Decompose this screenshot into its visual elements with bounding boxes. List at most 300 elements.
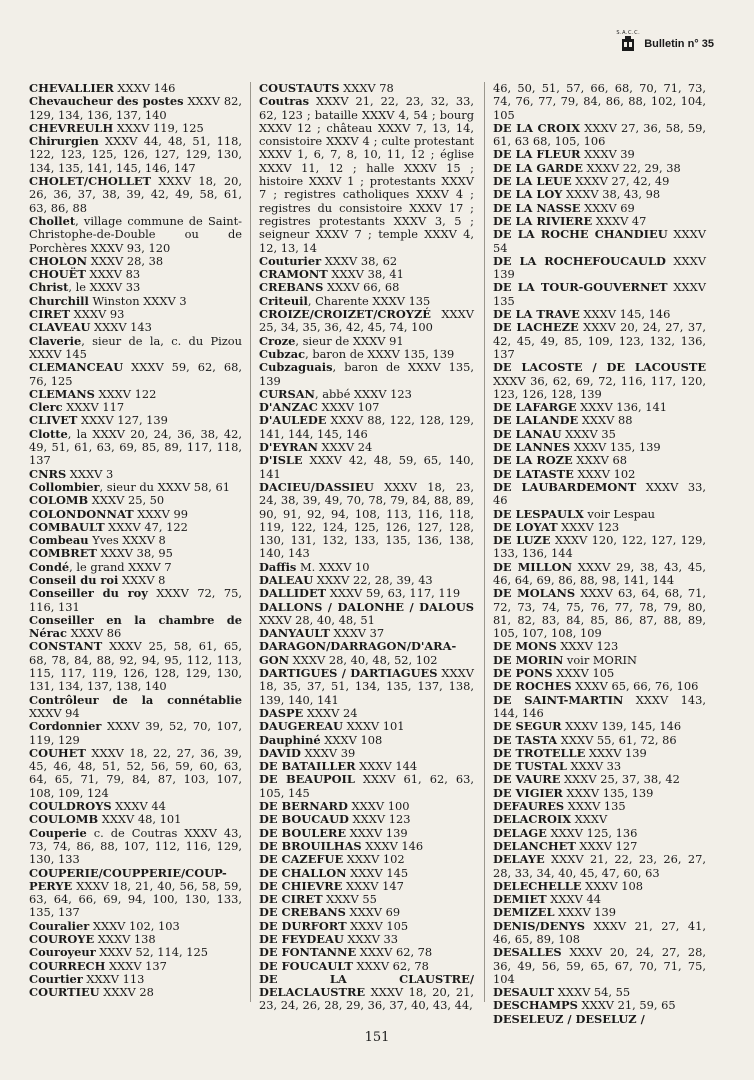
index-entry — [493, 215, 706, 228]
logo-text: S.A.C.C. — [616, 30, 641, 36]
entry-references: XXXV 24 — [303, 705, 358, 720]
index-entry — [493, 694, 706, 721]
entry-heading: DE LA CROIX — [493, 120, 581, 135]
entry-heading: CLAVEAU — [29, 320, 91, 335]
entry-references: XXXV 44, 48, 51, 118, 122, 123, 125, 126, 127, 129, 130, 134, 135, 141, 145, 146, 147 — [29, 134, 242, 175]
index-entry — [29, 308, 242, 321]
index-entry — [493, 734, 706, 747]
entry-heading: DE CREBANS — [259, 905, 346, 920]
entry-heading: DE FOUCAULT — [259, 958, 353, 973]
index-entry — [29, 986, 242, 999]
index-entry — [259, 734, 474, 747]
entry-heading: Coutras — [259, 94, 310, 109]
entry-references: XXXV 35 — [561, 426, 616, 441]
index-entry — [29, 335, 242, 362]
entry-references: XXXV 65, 66, 76, 106 — [571, 679, 699, 694]
index-entry — [29, 82, 242, 95]
entry-heading: DE LA LEUE — [493, 174, 572, 189]
entry-references: XXXV 47 — [592, 213, 647, 228]
index-entry — [259, 574, 474, 587]
entry-references: XXXV 28, 40, 48, 52, 102 — [289, 652, 438, 667]
entry-references: XXXV 62, 78 — [352, 958, 429, 973]
index-entry — [259, 361, 474, 388]
entry-heading: DE LA NASSE — [493, 200, 581, 215]
index-entry — [29, 95, 242, 122]
entry-references: XXXV 18, 20, 21, 23, 24, 26, 28, 29, 36, 37, 40, 43, 44, — [259, 985, 474, 1013]
index-entry — [259, 760, 474, 773]
entry-references: XXXV 123 — [556, 639, 619, 654]
index-entry — [259, 747, 474, 760]
index-entry — [493, 428, 706, 441]
entry-heading: DE LUZE — [493, 533, 551, 548]
entry-heading: COMBRET — [29, 546, 97, 561]
entry-heading: DE LA TOUR-GOUVERNET — [493, 280, 668, 295]
index-entry — [29, 800, 242, 813]
entry-heading: COUROYE — [29, 932, 95, 946]
index-entry — [29, 175, 242, 215]
index-entry — [259, 255, 474, 268]
entry-heading: DE LALANDE — [493, 413, 579, 428]
entry-references: XXXV 20, 24, 27, 28, 36, 49, 56, 59, 65, 67, 70, 71, 75, 104 — [493, 945, 706, 986]
entry-heading: DELECHELLE — [493, 878, 582, 893]
index-entry — [493, 800, 706, 813]
index-entry — [259, 813, 474, 826]
entry-references: XXXV 127, 139 — [77, 413, 168, 428]
entry-references: c. de Coutras XXXV 43, 73, 74, 86, 88, 107, 112, 116, 129, 130, 133 — [29, 825, 242, 867]
index-entry — [29, 122, 242, 135]
entry-references: XXXV 54, 55 — [554, 985, 631, 1000]
entry-heading: DE FEYDEAU — [259, 932, 344, 946]
index-entry — [493, 747, 706, 760]
entry-references: XXXV 44 — [546, 892, 601, 907]
index-entry — [29, 574, 242, 587]
index-entry — [259, 906, 474, 919]
entry-references: XXXV 33 — [343, 932, 399, 946]
index-column-1 — [29, 82, 242, 999]
index-entry — [259, 867, 474, 880]
entry-references: XXXV 21, 22, 23, 26, 27, 28, 33, 34, 40, 45, 47, 60, 63 — [493, 852, 706, 880]
index-entry — [259, 335, 474, 348]
entry-references: XXXV 62, 78 — [356, 945, 433, 960]
index-entry — [493, 946, 706, 986]
entry-heading: COUPERIE/COUPPERIE/COUP-PERYE — [29, 865, 227, 893]
entry-heading: Claverie — [29, 333, 82, 348]
index-entry — [29, 255, 242, 268]
index-entry — [259, 401, 474, 414]
index-entry — [29, 614, 242, 641]
entry-heading: DE TASTA — [493, 732, 558, 747]
entry-heading: DE BOULERE — [259, 825, 347, 840]
entry-references: XXXV 52, 114, 125 — [95, 945, 208, 960]
index-entry — [493, 773, 706, 786]
entry-references: XXXV 55 — [322, 892, 377, 907]
entry-references: XXXV 147 — [342, 878, 404, 893]
entry-heading: CHOLON — [29, 253, 88, 268]
index-entry — [29, 361, 242, 388]
index-entry — [259, 853, 474, 866]
entry-heading: COULDROYS — [29, 799, 112, 814]
index-entry — [29, 694, 242, 721]
entry-heading: DE LESPAULX — [493, 506, 584, 521]
entry-heading: DEMIET — [493, 892, 547, 907]
entry-heading: DE LA LOY — [493, 187, 563, 202]
index-entry — [493, 148, 706, 161]
entry-references: XXXV 69 — [580, 200, 635, 215]
index-entry — [493, 401, 706, 414]
entry-references: , village commune de Saint-Christophe-de-Double ou de Porchères XXXV 93, 120 — [29, 213, 242, 255]
index-entry — [29, 813, 242, 826]
index-entry — [259, 960, 474, 973]
entry-heading: DE CHALLON — [259, 865, 347, 880]
entry-heading: DE LA RIVIERE — [493, 213, 593, 228]
entry-heading: Cordonnier — [29, 719, 102, 734]
index-entry — [493, 321, 706, 361]
entry-references: XXXV 102 — [573, 466, 636, 481]
entry-references: XXXV 59, 63, 117, 119 — [326, 586, 461, 601]
entry-references: XXXV 139 — [554, 905, 617, 920]
index-entry — [29, 946, 242, 959]
entry-heading: DE LA CLAUSTRE/ DELACLAUSTRE — [259, 971, 474, 1000]
index-entry — [493, 667, 706, 680]
entry-heading: DE LAFARGE — [493, 400, 577, 415]
entry-references: XXXV 143, 144, 146 — [493, 692, 706, 720]
entry-references: XXXV 143 — [90, 320, 152, 335]
index-entry — [29, 867, 242, 920]
entry-heading: Daffis — [259, 559, 297, 574]
index-entry — [259, 880, 474, 893]
entry-references: 46, 50, 51, 57, 66, 68, 70, 71, 73, 74, 76, 77, 79, 84, 86, 88, 102, 104, 105 — [493, 81, 706, 122]
index-entry — [29, 720, 242, 747]
index-entry — [259, 640, 474, 667]
entry-references: XXXV 136, 141 — [576, 400, 668, 415]
index-entry — [493, 840, 706, 853]
entry-heading: DE LANNES — [493, 440, 571, 455]
entry-references: XXXV 117 — [62, 400, 125, 415]
entry-heading: CROIZE/CROIZET/CROYZÉ — [259, 307, 431, 322]
entry-references: XXXV 113 — [82, 971, 145, 986]
entry-references: XXXV 102, 103 — [89, 918, 180, 933]
entry-heading: DE SEGUR — [493, 719, 562, 734]
entry-heading: DASPE — [259, 705, 304, 720]
entry-references: XXXV 21, 59, 65 — [577, 998, 676, 1013]
index-entry — [493, 587, 706, 640]
entry-references: XXXV 83 — [85, 267, 141, 282]
index-entry — [493, 827, 706, 840]
index-entry — [29, 388, 242, 401]
entry-heading: DELAYE — [493, 852, 545, 867]
entry-references: , sieur du XXXV 58, 61 — [99, 479, 231, 494]
index-entry — [29, 640, 242, 693]
entry-references: XXXV 125, 136 — [546, 825, 638, 840]
index-entry — [29, 587, 242, 614]
entry-references: XXXV 145, 146 — [579, 307, 671, 322]
index-entry — [259, 388, 474, 401]
entry-heading: DE MORIN — [493, 652, 564, 667]
index-entry — [259, 268, 474, 281]
entry-heading: DE MONS — [493, 639, 557, 654]
entry-references: XXXV 139 — [493, 253, 706, 282]
entry-references: XXXV 105 — [552, 666, 615, 681]
index-entry — [29, 135, 242, 175]
entry-heading: CLEMANCEAU — [29, 360, 124, 375]
entry-references: XXXV 107 — [317, 400, 380, 415]
entry-heading: DESCHAMPS — [493, 998, 578, 1013]
entry-heading: CHOLET/CHOLLET — [29, 174, 152, 189]
entry-references: , baron de XXXV 135, 139 — [305, 346, 455, 361]
entry-references: XXXV 102 — [343, 852, 405, 867]
entry-heading: Dauphiné — [259, 732, 321, 747]
entry-heading: DALLONS / DALONHE / DALOUS — [259, 599, 474, 614]
entry-heading: DE BOUCAUD — [259, 812, 349, 827]
index-entry — [29, 468, 242, 481]
entry-references: Winston XXXV 3 — [88, 293, 187, 308]
index-entry — [29, 268, 242, 281]
entry-heading: DE MILLON — [493, 559, 572, 574]
entry-heading: CHOUËT — [29, 267, 86, 282]
entry-references: XXXV 99 — [133, 506, 188, 521]
index-entry — [493, 82, 706, 122]
entry-references: XXXV 38, 41 — [327, 267, 404, 282]
entry-references: XXXV 93 — [70, 307, 125, 322]
index-entry — [493, 787, 706, 800]
index-entry — [259, 295, 474, 308]
entry-references: XXXV 82, 129, 134, 136, 137, 140 — [29, 94, 242, 122]
index-entry — [259, 82, 474, 95]
index-entry — [259, 561, 474, 574]
bulletin-title: Bulletin n° 35 — [644, 38, 714, 50]
entry-references: XXXV 48, 101 — [98, 812, 182, 827]
index-entry — [493, 521, 706, 534]
entry-heading: Churchill — [29, 293, 89, 308]
index-entry — [259, 587, 474, 600]
index-entry — [259, 973, 474, 1013]
entry-heading: Cubzac — [259, 346, 306, 361]
index-entry — [259, 601, 474, 628]
entry-heading: Couperie — [29, 825, 87, 840]
entry-references: , abbé XXXV 123 — [314, 386, 412, 401]
index-entry — [29, 827, 242, 867]
entry-heading: DE LACOSTE / DE LACOUSTE — [493, 360, 706, 375]
entry-references: XXXV 88, 122, 128, 129, 141, 144, 145, 146 — [259, 413, 474, 441]
entry-heading: DALEAU — [259, 572, 314, 587]
entry-references: XXXV 18, 22, 27, 36, 39, 45, 46, 48, 51, 52, 56, 59, 60, 63, 64, 65, 71, 79, 84, 87, 103, 107, 108, 109, 124 — [29, 745, 242, 800]
entry-heading: DE BEAUPOIL — [259, 772, 355, 787]
entry-references: XXXV 86 — [66, 626, 122, 641]
entry-references: XXXV 42, 48, 59, 65, 140, 141 — [259, 453, 474, 481]
index-entry — [493, 454, 706, 467]
column-divider — [484, 82, 485, 1002]
entry-references: XXXV 38, 43, 98 — [562, 187, 661, 202]
entry-heading: DELACROIX — [493, 812, 572, 827]
entry-references: XXXV 135, 139 — [570, 440, 661, 455]
entry-references: XXXV 47, 122 — [104, 519, 188, 534]
entry-references: XXXV 108 — [320, 732, 383, 747]
entry-heading: DE BATAILLER — [259, 759, 356, 774]
entry-references: voir MORIN — [563, 652, 637, 667]
entry-heading: CLIVET — [29, 413, 78, 428]
entry-heading: COLOMB — [29, 493, 89, 508]
entry-references: M. XXXV 10 — [296, 559, 370, 574]
entry-references: XXXV 135, 139 — [562, 785, 654, 800]
index-entry — [493, 441, 706, 454]
index-entry — [259, 933, 474, 946]
entry-references: XXXV 108 — [581, 878, 644, 893]
entry-references: XXXV 139 — [585, 745, 647, 760]
society-logo — [616, 30, 640, 52]
entry-references: XXXV 33 — [566, 759, 622, 774]
index-entry — [29, 295, 242, 308]
entry-references: XXXV 54 — [493, 227, 706, 255]
index-entry — [29, 547, 242, 560]
entry-references: XXXV 120, 122, 127, 129, 133, 136, 144 — [493, 533, 707, 561]
entry-heading: DE CHIEVRE — [259, 878, 343, 893]
index-entry — [493, 920, 706, 947]
entry-heading: CREBANS — [259, 280, 324, 295]
entry-heading: Clerc — [29, 400, 63, 415]
entry-references: XXXV 24 — [317, 440, 373, 455]
index-entry — [259, 893, 474, 906]
index-entry — [29, 561, 242, 574]
index-entry — [259, 827, 474, 840]
index-entry — [259, 627, 474, 640]
entry-heading: DEFAURES — [493, 799, 565, 814]
entry-references: XXXV 69 — [345, 905, 401, 920]
entry-heading: Cubzaguais — [259, 360, 333, 375]
entry-heading: Couturier — [259, 253, 322, 268]
index-entry — [259, 308, 474, 335]
index-entry — [493, 813, 706, 826]
index-entry — [29, 973, 242, 986]
entry-heading: DE CIRET — [259, 892, 323, 907]
entry-references: XXXV 27, 42, 49 — [571, 174, 670, 189]
entry-heading: COLONDONNAT — [29, 506, 134, 521]
entry-heading: DE PONS — [493, 666, 553, 681]
index-entry — [493, 534, 706, 561]
index-entry — [493, 361, 706, 401]
entry-references: XXXV 38, 95 — [96, 546, 173, 561]
entry-heading: DE DURFORT — [259, 918, 347, 933]
entry-heading: Conseiller en la chambre de Nérac — [29, 612, 242, 641]
entry-references: XXXV 119, 125 — [113, 120, 204, 135]
entry-heading: Chirurgien — [29, 134, 99, 149]
entry-heading: DARAGON/DARRAGON/D'ARA-GON — [259, 639, 457, 667]
index-entry — [259, 667, 474, 707]
entry-references: XXXV 37 — [329, 626, 385, 641]
entry-heading: Conseil du roi — [29, 572, 119, 587]
entry-references: XXXV 39 — [580, 147, 635, 162]
entry-heading: DE BERNARD — [259, 799, 348, 814]
index-entry — [493, 640, 706, 653]
index-entry — [259, 773, 474, 800]
entry-heading: DE MOLANS — [493, 586, 576, 601]
entry-references: XXXV 88 — [578, 413, 633, 428]
column-divider — [250, 82, 251, 1002]
entry-references: XXXV 66, 68 — [323, 280, 400, 295]
entry-references: XXXV 123 — [348, 812, 411, 827]
entry-references: XXXV 55, 61, 72, 86 — [557, 732, 677, 747]
entry-references: XXXV 139, 145, 146 — [561, 719, 682, 734]
entry-heading: CLEMANS — [29, 386, 95, 401]
index-entry — [29, 321, 242, 334]
entry-heading: Chevaucheur des postes — [29, 94, 184, 109]
entry-references: XXXV 78 — [339, 81, 394, 95]
entry-references: , Charente XXXV 135 — [307, 293, 431, 308]
entry-heading: COULOMB — [29, 812, 99, 827]
entry-heading: DESAULT — [493, 985, 555, 1000]
index-entry — [29, 401, 242, 414]
entry-references: XXXV 25, 37, 38, 42 — [560, 772, 680, 787]
entry-heading: Collombier — [29, 479, 100, 494]
index-entry — [259, 281, 474, 294]
page-number: 151 — [364, 1030, 390, 1045]
entry-references: XXXV 94 — [29, 705, 80, 720]
index-entry — [259, 920, 474, 933]
entry-references: , baron de XXXV 135, 139 — [259, 360, 474, 388]
entry-references: XXXV 122 — [94, 386, 157, 401]
index-entry — [259, 454, 474, 481]
index-entry — [29, 534, 242, 547]
index-entry — [29, 428, 242, 468]
entry-references: Yves XXXV 8 — [88, 533, 166, 548]
entry-heading: DAVID — [259, 745, 301, 760]
entry-references: XXXV 28 — [99, 985, 154, 1000]
index-entry — [259, 720, 474, 733]
entry-references: , sieur de la, c. du Pizou XXXV 145 — [29, 333, 242, 361]
entry-references: XXXV 146 — [113, 81, 176, 95]
entry-heading: DE LAUBARDEMONT — [493, 479, 637, 494]
index-entry — [493, 122, 706, 149]
entry-heading: COURRECH — [29, 958, 106, 973]
entry-heading: CHEVALLIER — [29, 81, 114, 95]
entry-references: XXXV 135 — [564, 799, 626, 814]
index-entry — [259, 800, 474, 813]
entry-heading: DE LANAU — [493, 426, 562, 441]
entry-heading: Contrôleur de la connétablie — [29, 692, 242, 707]
index-column-3 — [493, 82, 706, 1026]
index-entry — [29, 933, 242, 946]
index-entry — [29, 414, 242, 427]
entry-references: XXXV 25, 58, 61, 65, 68, 78, 84, 88, 92, 94, 95, 112, 113, 115, 117, 119, 126, 128, 129, 130, 131, 134, 137, 138, 140 — [29, 639, 242, 694]
entry-references: XXXV 139 — [346, 825, 408, 840]
entry-heading: Condé — [29, 559, 70, 574]
index-entry — [493, 481, 706, 508]
index-entry — [493, 162, 706, 175]
entry-heading: Couroyeur — [29, 945, 96, 960]
index-entry — [493, 202, 706, 215]
index-entry — [493, 508, 706, 521]
entry-references: XXXV 144 — [355, 759, 418, 774]
entry-heading: D'AULEDE — [259, 413, 327, 428]
index-entry — [493, 561, 706, 588]
entry-references: XXXV 18, 35, 37, 51, 134, 135, 137, 138, 139, 140, 141 — [259, 666, 474, 707]
index-column-2 — [259, 82, 474, 1013]
index-entry — [493, 468, 706, 481]
entry-references: XXXV 25, 34, 35, 36, 42, 45, 74, 100 — [259, 307, 474, 335]
entry-references: XXXV 22, 28, 39, 43 — [313, 572, 433, 587]
entry-heading: Couralier — [29, 918, 90, 933]
index-entry — [29, 960, 242, 973]
index-entry — [493, 880, 706, 893]
entry-heading: Criteuil — [259, 293, 308, 308]
index-entry — [493, 1013, 706, 1026]
entry-references: XXXV 137 — [105, 958, 167, 973]
index-entry — [493, 281, 706, 308]
entry-references: XXXV 138 — [94, 932, 156, 946]
entry-heading: DELAGE — [493, 825, 547, 840]
entry-references: XXXV 18, 21, 40, 56, 58, 59, 63, 64, 66, 69, 94, 100, 130, 133, 135, 137 — [29, 878, 242, 920]
entry-references: XXXV 135 — [493, 280, 706, 308]
index-entry — [493, 853, 706, 880]
